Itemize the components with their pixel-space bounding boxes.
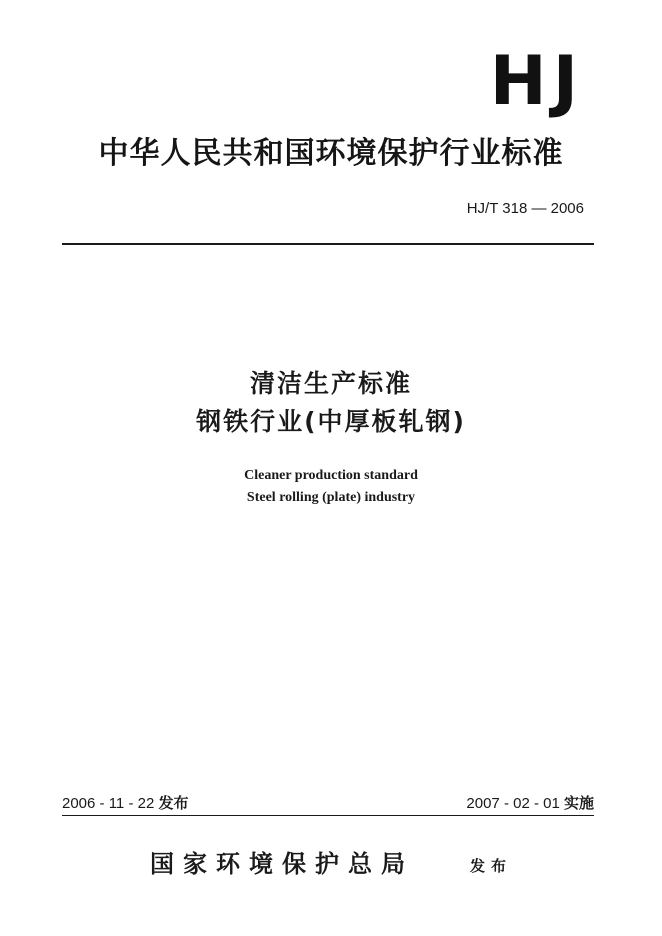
- chinese-title-line-2: 钢铁行业(中厚板轧钢): [196, 407, 466, 436]
- effective-date-row: [380, 793, 594, 814]
- effective-label: 实施: [563, 794, 594, 812]
- issuing-action: 发布: [470, 857, 513, 875]
- standard-code: HJ/T 318 — 2006: [466, 200, 584, 217]
- english-title-line-2: Steel rolling (plate) industry: [246, 490, 416, 505]
- chinese-title-line-1: 清洁生产标准: [249, 369, 412, 398]
- english-title-line-1: Cleaner production standard: [244, 468, 418, 483]
- bottom-divider: [62, 815, 594, 816]
- issue-date-row: [62, 793, 188, 814]
- issue-date: 2006 - 11 - 22: [62, 795, 155, 812]
- top-divider: [62, 243, 594, 245]
- standard-category-title: 中华人民共和国环境保护行业标准: [98, 136, 564, 171]
- hj-logo: HJ: [489, 42, 584, 121]
- effective-date: 2007 - 02 - 01: [466, 795, 560, 812]
- issue-label: 发布: [158, 794, 189, 812]
- issuing-authority: 国家环境保护总局: [150, 849, 414, 878]
